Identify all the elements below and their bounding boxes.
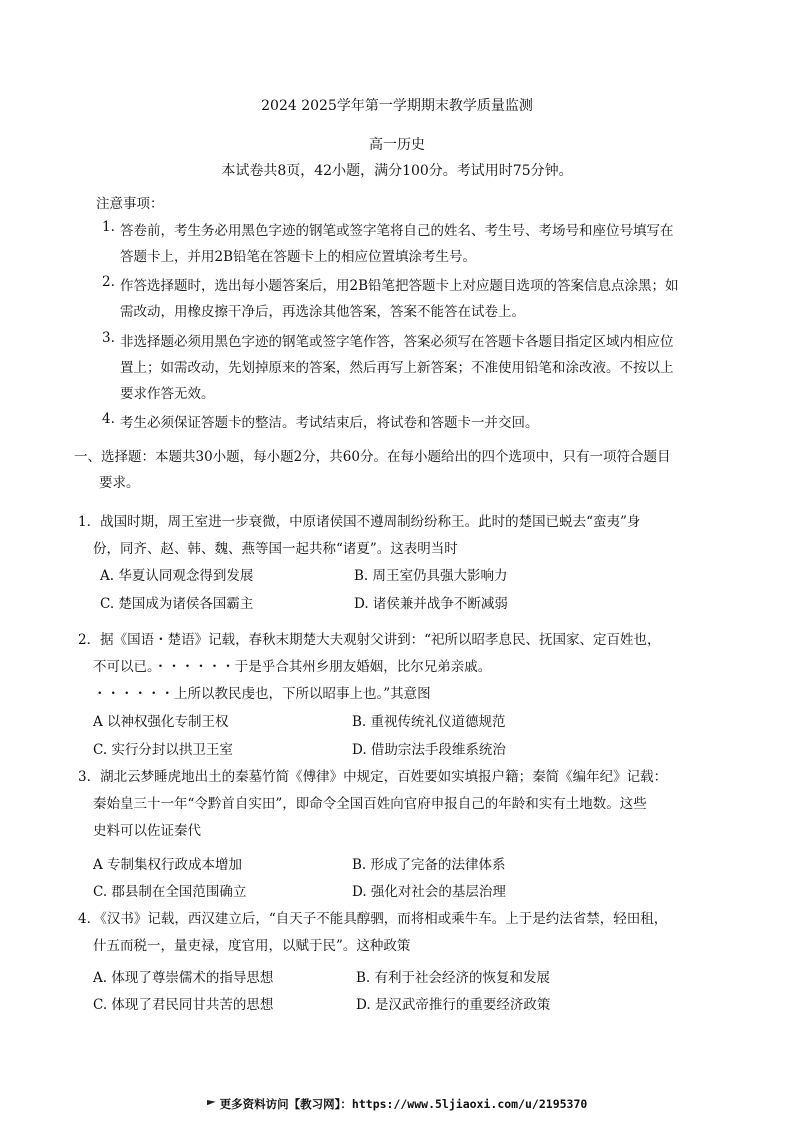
- notice-item-1-line-2: 答题卡上，并用2B铅笔在答题卡上的相应位置填涂考生号。: [120, 249, 477, 265]
- notice-heading: 注意事项：: [96, 196, 164, 212]
- question-3-option-d: D. 强化对社会的基层治理: [352, 884, 506, 900]
- question-3-line-1: 3．湖北云梦睡虎地出土的秦墓竹简《傅律》中规定，百姓要如实填报户籍；秦简《编年纪》记载：: [78, 769, 668, 785]
- question-4-option-c: C. 体现了君民同甘共苦的思想: [93, 997, 274, 1013]
- notice-item-4-line-1: 考生必须保证答题卡的整洁。考试结束后，将试卷和答题卡一并交回。: [120, 415, 539, 431]
- notice-item-3-line-2: 置上；如需改动，先划掉原来的答案，然后再写上新答案；不准使用铅笔和涂改液。不按以上: [120, 360, 674, 376]
- exam-title: 2024 2025学年第一学期期末教学质量监测: [261, 98, 533, 114]
- question-4-option-a: A. 体现了尊崇儒术的指导思想: [93, 970, 274, 986]
- section-heading-line-1: 一、选择题：本题共30小题，每小题2分，共60分。在每小题给出的四个选项中，只有一项符合题目: [74, 449, 671, 465]
- notice-item-3-number: 3.: [102, 330, 115, 346]
- question-4-line-1: 4．《汉书》记载，西汉建立后，“自天子不能具醇驷，而将相或乘牛车。上于是约法省禁，轻田租，: [78, 911, 668, 927]
- question-2-option-d: D. 借助宗法手段维系统治: [352, 742, 506, 758]
- notice-item-1-line-1: 答卷前，考生务必用黑色字迹的钢笔或签字笔将自己的姓名、考生号、考场号和座位号填写在: [120, 223, 674, 239]
- question-2-line-2: 不可以已。・・・・・・于是乎合其州乡朋友婚姻，比尔兄弟亲戚。: [93, 659, 492, 675]
- question-3-line-3: 史料可以佐证秦代: [93, 823, 201, 839]
- question-2-option-a: A 以神权强化专制王权: [93, 714, 229, 730]
- question-2-line-1: 2．据《国语・楚语》记载，春秋末期楚大夫观射父讲到：“祀所以昭孝息民、抚国家、定百姓也，: [78, 632, 661, 648]
- question-3-option-a: A 专制集权行政成本增加: [93, 857, 243, 873]
- question-1-option-a: A. 华夏认同观念得到发展: [100, 568, 254, 584]
- footer-link[interactable]: [0, 1096, 794, 1112]
- question-1-line-2: 份，同齐、赵、韩、魏、燕等国一起共称“诸夏”。这表明当时: [93, 541, 458, 557]
- question-2-option-b: B. 重视传统礼仪道德规范: [352, 714, 506, 730]
- question-1-line-1: 1．战国时期，周王室进一步衰微，中原诸侯国不遵周制纷纷称王。此时的楚国已蜕去“蛮夷”身: [78, 514, 641, 530]
- question-3-option-c: C. 郡县制在全国范围确立: [93, 884, 247, 900]
- footer-text: 更多资料访问【教习网】：https://www.5ljiaoxi.com/u/2195370: [219, 1097, 588, 1111]
- question-4-option-d: D. 是汉武帝推行的重要经济政策: [356, 997, 551, 1013]
- question-1-option-b: B. 周王室仍具强大影响力: [354, 568, 508, 584]
- question-3-option-b: B. 形成了完备的法律体系: [352, 857, 506, 873]
- question-4-option-b: B. 有利于社会经济的恢复和发展: [356, 970, 551, 986]
- exam-subject: 高一历史: [369, 137, 425, 153]
- notice-item-2-line-2: 需改动，用橡皮擦干净后，再选涂其他答案，答案不能答在试卷上。: [120, 304, 525, 320]
- notice-item-2-line-1: 作答选择题时，选出每小题答案后，用2B铅笔把答题卡上对应题目选项的答案信息点涂黑；如: [120, 278, 679, 294]
- question-2-option-c: C. 实行分封以拱卫王室: [93, 742, 233, 758]
- exam-info: 本试卷共8页，42小题，满分100分。考试用时75分钟。: [221, 163, 573, 179]
- question-4-line-2: 什五而税一，量吏禄，度官用，以赋于民”。这种政策: [93, 938, 411, 954]
- notice-item-4-number: 4.: [102, 411, 115, 427]
- question-1-option-c: C. 楚国成为诸侯各国霸主: [100, 596, 254, 612]
- question-2-line-3: ・・・・・・上所以教民虔也，下所以昭事上也。”其意图: [93, 686, 431, 702]
- notice-item-1-number: 1.: [102, 219, 115, 235]
- notice-item-3-line-3: 要求作答无效。: [120, 386, 215, 402]
- question-1-option-d: D. 诸侯兼并战争不断减弱: [354, 596, 508, 612]
- section-heading-line-2: 要求。: [99, 475, 140, 491]
- notice-item-2-number: 2.: [102, 274, 115, 290]
- notice-item-3-line-1: 非选择题必须用黑色字迹的钢笔或签字笔作答，答案必须写在答题卡各题目指定区域内相应位: [120, 334, 674, 350]
- flag-icon: [207, 1100, 216, 1109]
- question-3-line-2: 秦始皇三十一年“令黔首自实田”，即命令全国百姓向官府申报自己的年龄和实有土地数。这些: [93, 796, 647, 812]
